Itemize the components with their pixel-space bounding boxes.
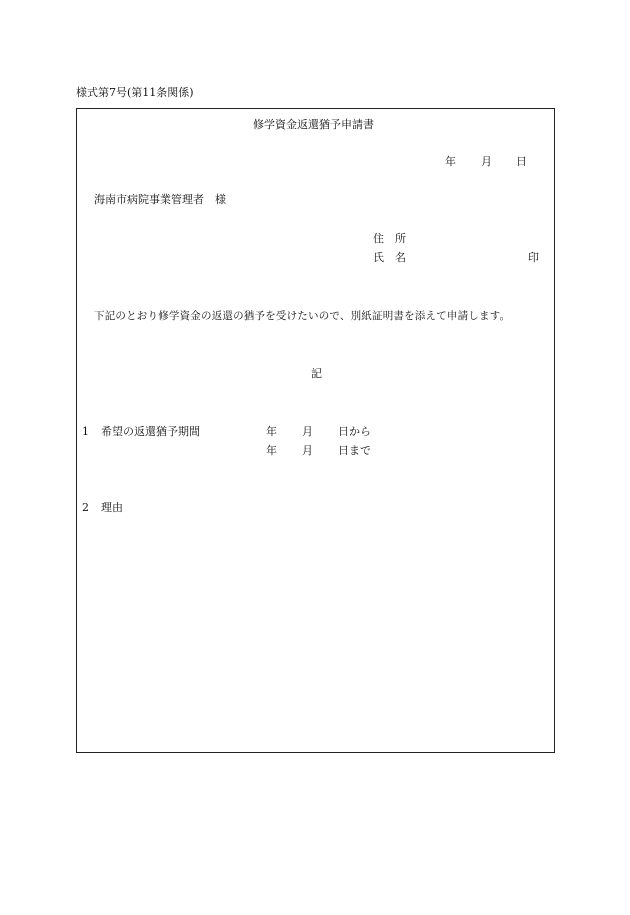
name-label: 氏 名 [373,251,406,264]
date-day-label: 日 [516,155,527,168]
item-1-number: 1 [82,425,89,438]
form-title: 修学資金返還猶予申請書 [253,118,374,131]
ki-heading: 記 [311,367,322,380]
addressee: 海南市病院事業管理者 様 [94,193,226,206]
item-2-label: 理由 [101,501,123,514]
date-month-label: 月 [481,155,492,168]
period-from-month: 月 [302,425,313,438]
date-year-label: 年 [445,155,456,168]
item-2-number: 2 [82,501,89,514]
form-number: 様式第7号(第11条関係) [76,86,194,99]
period-to-year: 年 [266,444,277,457]
period-from-day: 日から [338,425,371,438]
application-statement: 下記のとおり修学資金の返還の猶予を受けたいので、別紙証明書を添えて申請します。 [94,310,511,322]
period-to-month: 月 [302,444,313,457]
seal-mark: 印 [528,251,539,264]
address-label: 住 所 [373,232,406,245]
period-from-year: 年 [266,425,277,438]
item-1-label: 希望の返還猶予期間 [101,425,200,438]
period-to-day: 日まで [338,444,371,457]
